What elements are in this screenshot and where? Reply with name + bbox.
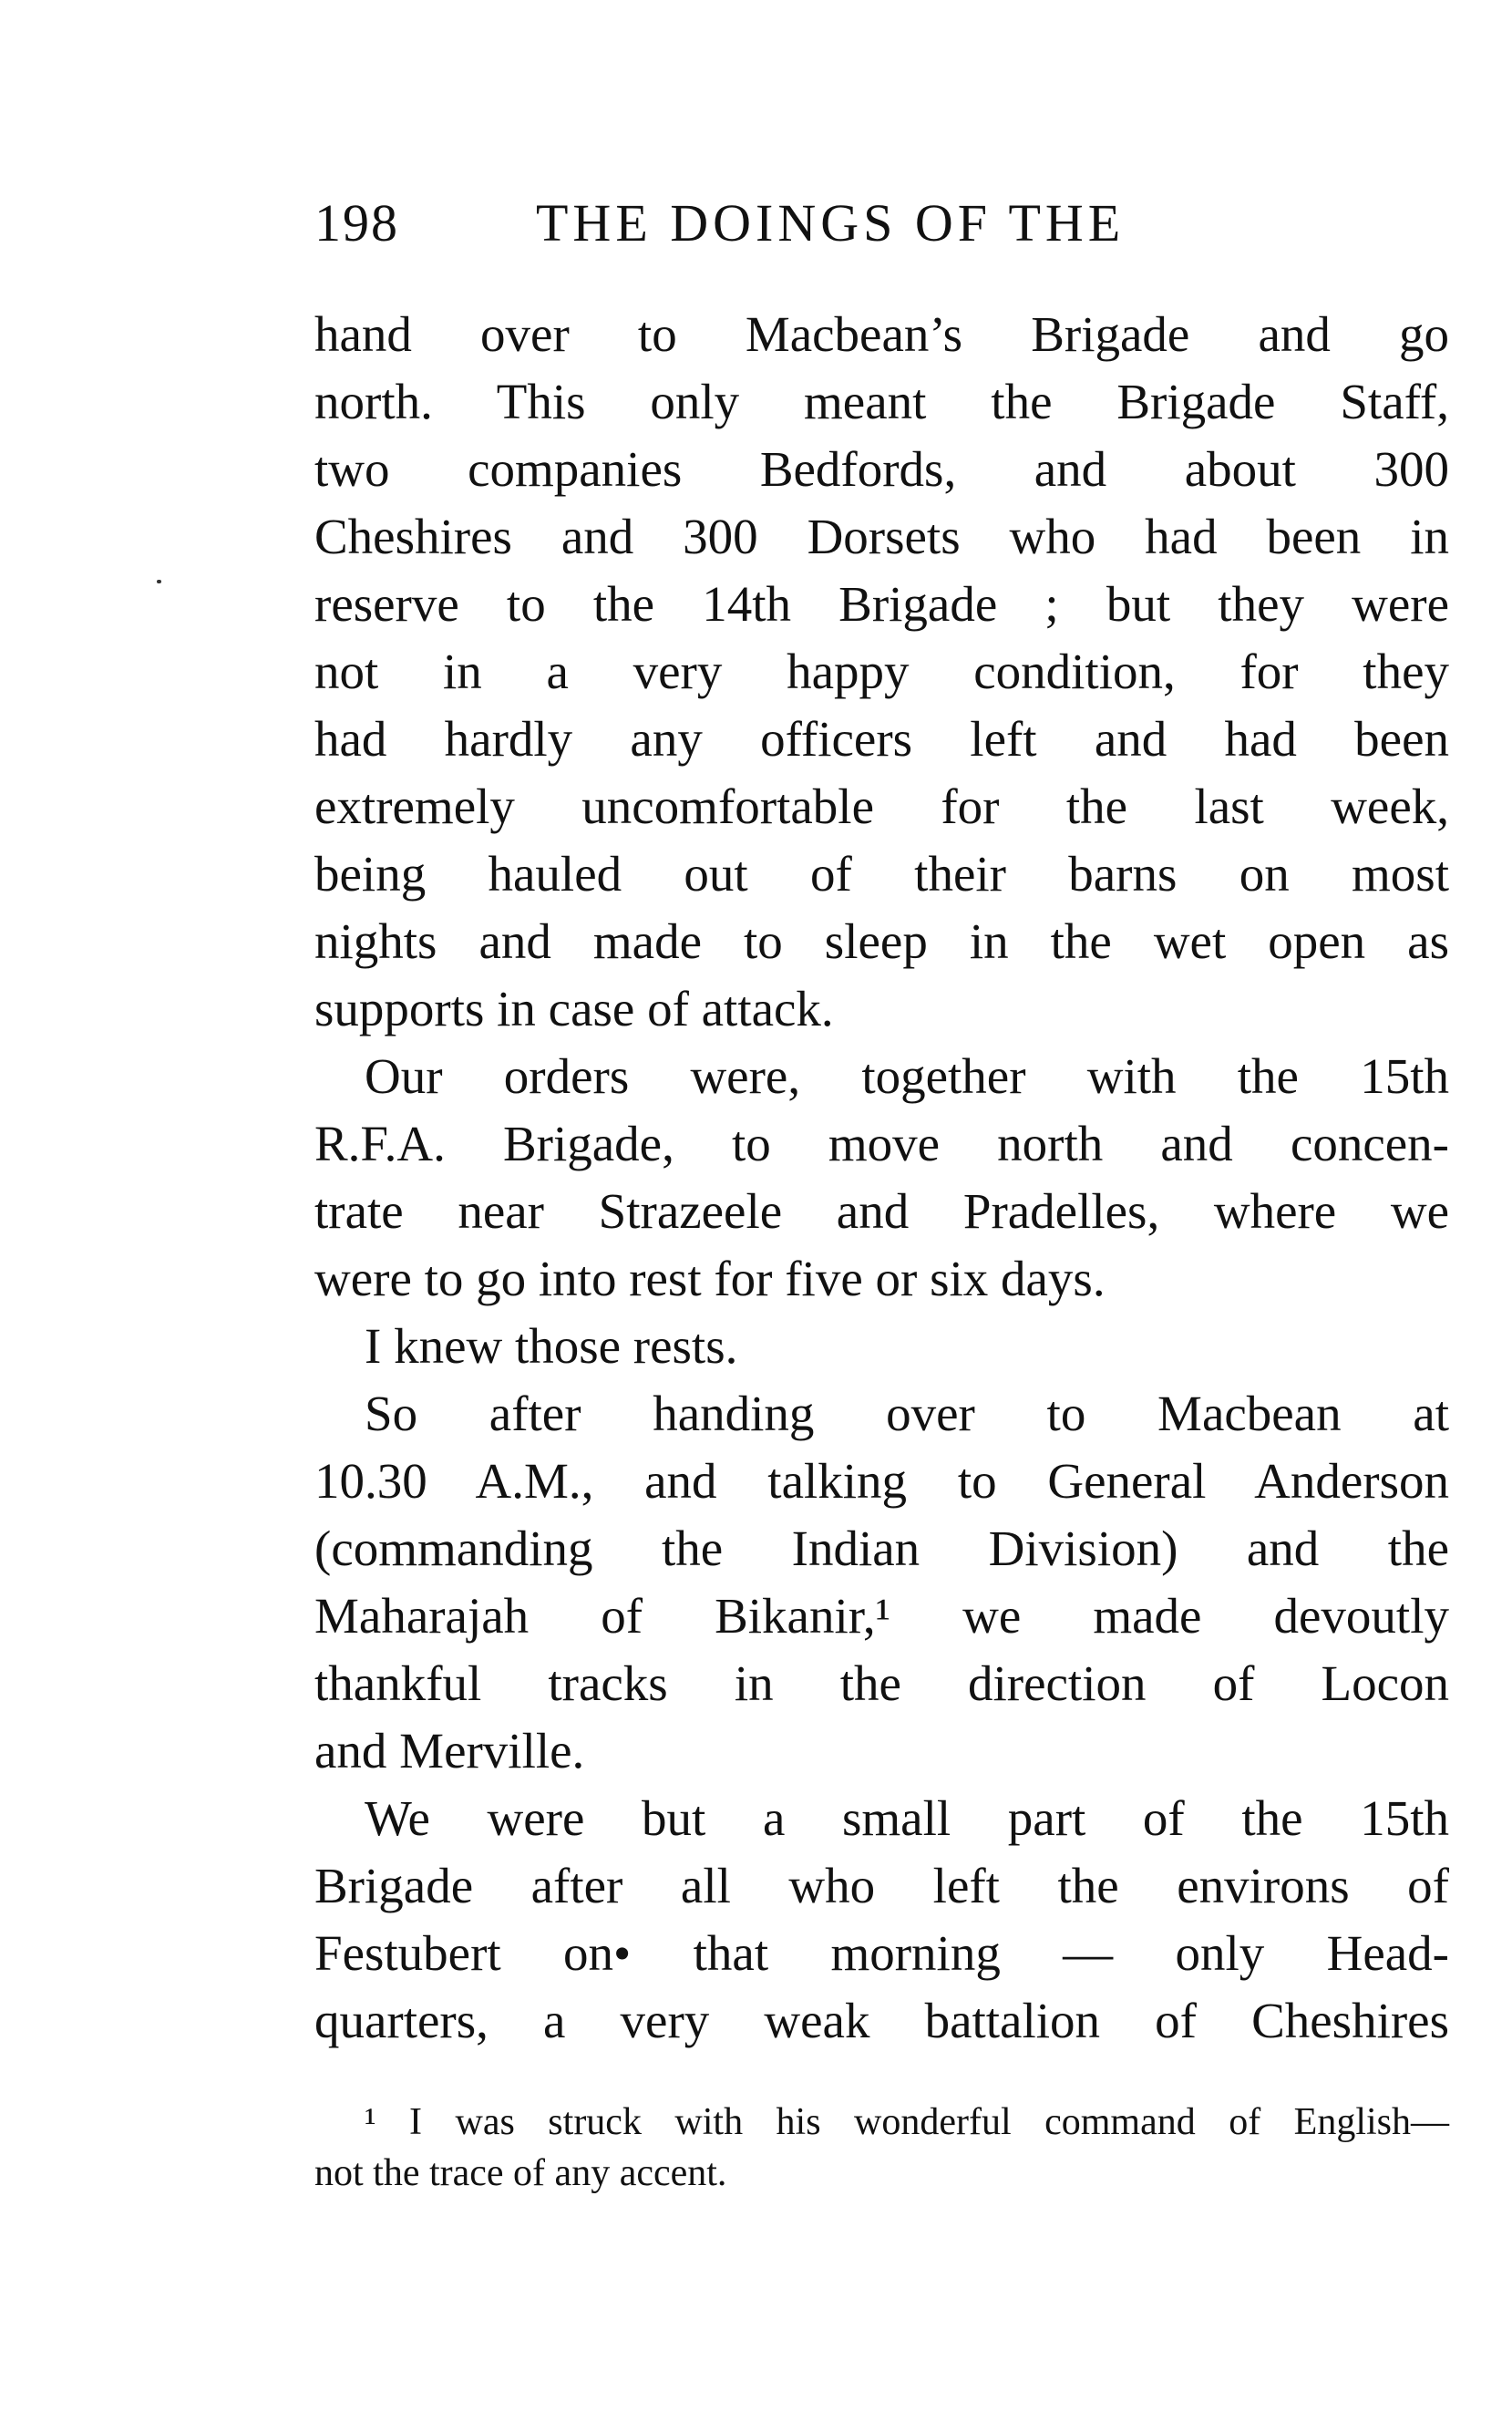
text-line: Our orders were, together with the 15th <box>365 1048 1449 1104</box>
text-line: not in a very happy condition, for they <box>314 644 1449 699</box>
text-line: nights and made to sleep in the wet open as <box>314 913 1449 969</box>
text-line: Brigade after all who left the environs of <box>314 1858 1449 1913</box>
text-line: supports in case of attack. <box>314 981 834 1036</box>
text-line: Maharajah of Bikanir,¹ we made devoutly <box>314 1588 1449 1644</box>
text-line: hand over to Macbean’s Brigade and go <box>314 306 1449 362</box>
page-number: 198 <box>314 193 399 253</box>
text-line: So after handing over to Macbean at <box>365 1386 1449 1441</box>
text-line: north. This only meant the Brigade Staff, <box>314 374 1449 429</box>
body-text <box>314 301 1449 2055</box>
text-line: I knew those rests. <box>365 1318 738 1374</box>
text-line: Festubert on• that morning — only Head- <box>314 1925 1449 1981</box>
text-line: 10.30 A.M., and talking to General Anderson <box>314 1453 1449 1509</box>
page-header <box>314 187 1226 260</box>
footnote-line: ¹ I was struck with his wonderful command of English— <box>365 2101 1449 2143</box>
text-line: Cheshires and 300 Dorsets who had been in <box>314 509 1449 564</box>
running-title: THE DOINGS OF THE <box>536 193 1126 253</box>
text-line: quarters, a very weak battalion of Cheshires <box>314 1993 1449 2048</box>
footnote-line: not the trace of any accent. <box>314 2152 727 2194</box>
footnote <box>314 2097 1449 2199</box>
text-line: extremely uncomfortable for the last week, <box>314 778 1449 834</box>
text-line: We were but a small part of the 15th <box>365 1790 1449 1846</box>
text-line: R.F.A. Brigade, to move north and concen- <box>314 1116 1449 1171</box>
text-line: two companies Bedfords, and about 300 <box>314 441 1449 497</box>
margin-speck <box>157 580 161 583</box>
text-line: had hardly any officers left and had been <box>314 711 1449 767</box>
text-line: thankful tracks in the direction of Locon <box>314 1655 1449 1711</box>
text-line: being hauled out of their barns on most <box>314 846 1449 902</box>
text-line: were to go into rest for five or six days. <box>314 1251 1106 1306</box>
text-line: and Merville. <box>314 1723 585 1778</box>
text-line: (commanding the Indian Division) and the <box>314 1521 1449 1576</box>
text-line: reserve to the 14th Brigade ; but they were <box>314 576 1449 632</box>
text-line: trate near Strazeele and Pradelles, where we <box>314 1183 1449 1239</box>
